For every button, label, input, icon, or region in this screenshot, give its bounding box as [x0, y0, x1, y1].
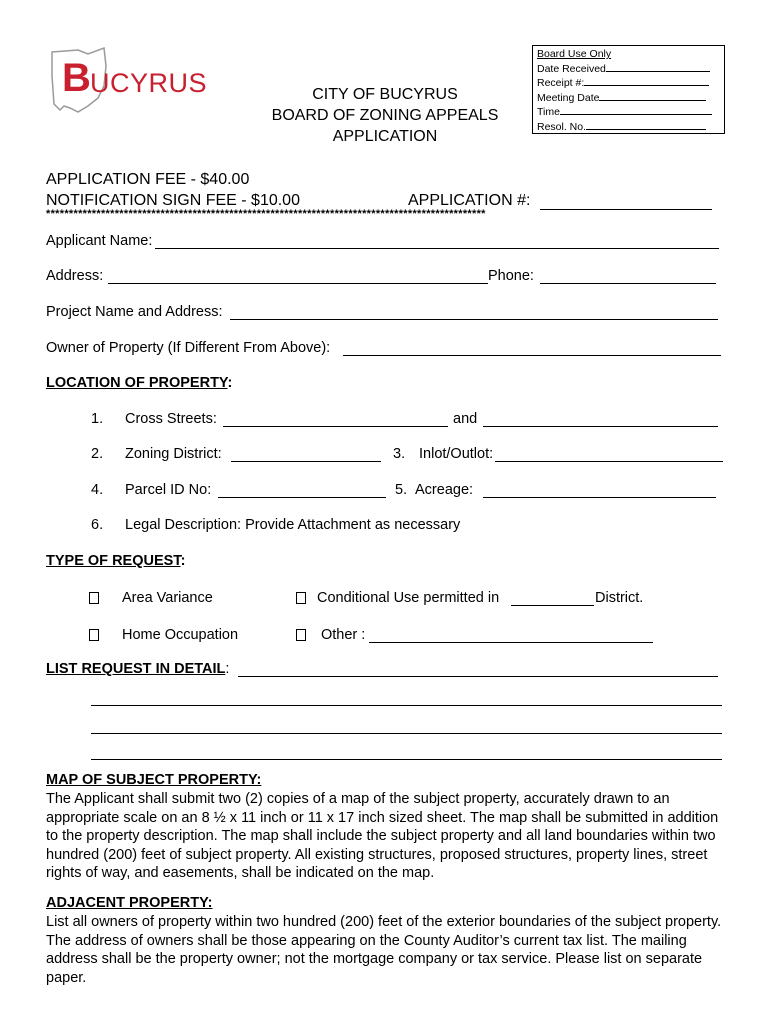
time-label: Time	[537, 106, 560, 118]
title-board: BOARD OF ZONING APPEALS	[271, 107, 499, 124]
application-fee: APPLICATION FEE - $40.00	[46, 171, 250, 188]
inlot-outlot-field[interactable]	[495, 461, 723, 462]
location-heading: LOCATION OF PROPERTY:	[46, 375, 233, 391]
logo-letter-b: B	[62, 56, 91, 100]
cross-street-1-field[interactable]	[223, 426, 448, 427]
applicant-name-field[interactable]	[155, 248, 719, 249]
logo-wordmark: UCYRUS	[90, 68, 208, 98]
adjacent-instructions: List all owners of property within two hundred (200) feet of the exterior boundaries of the subject property. The address of owners shall be those appearing on the County Auditor’s current tax list. The mailing address shall be the property owner; not the mortgage company or tax service. Please list on separate paper.	[46, 914, 722, 986]
home-occupation-label: Home Occupation	[122, 627, 239, 643]
request-detail-line-2[interactable]	[91, 705, 722, 706]
resol-no-label: Resol. No.	[537, 120, 587, 133]
area-variance-checkbox[interactable]	[89, 592, 99, 604]
zoning-district-field[interactable]	[231, 461, 381, 462]
type-of-request-heading: TYPE OF REQUEST:	[46, 553, 186, 569]
project-name-field[interactable]	[230, 319, 718, 320]
request-detail-line-3[interactable]	[91, 733, 722, 734]
item-2-number: 2.	[91, 446, 104, 462]
home-occupation-checkbox[interactable]	[89, 629, 99, 641]
time-field[interactable]	[560, 105, 712, 115]
adjacent-heading: ADJACENT PROPERTY:	[46, 895, 213, 911]
inlot-outlot-label: Inlot/Outlot:	[419, 446, 494, 462]
acreage-label: Acreage:	[415, 482, 474, 498]
bucyrus-logo	[48, 46, 233, 116]
cross-streets-label: Cross Streets:	[125, 411, 217, 427]
area-variance-label: Area Variance	[122, 590, 213, 606]
item-4-number: 4.	[91, 482, 104, 498]
district-label: District.	[595, 590, 644, 606]
other-field[interactable]	[369, 642, 653, 643]
acreage-field[interactable]	[483, 497, 716, 498]
request-detail-line-1[interactable]	[238, 676, 718, 677]
meeting-date-field[interactable]	[599, 91, 706, 101]
cross-streets-and: and	[453, 411, 478, 427]
item-6-number: 6.	[91, 517, 104, 533]
parcel-id-field[interactable]	[218, 497, 386, 498]
title-application: APPLICATION	[332, 128, 438, 145]
receipt-field[interactable]	[584, 76, 709, 86]
date-received-label: Date Received	[537, 62, 606, 75]
item-5-number: 5.	[395, 482, 408, 498]
date-received-field[interactable]	[606, 62, 710, 72]
address-label: Address:	[46, 268, 104, 284]
cross-street-2-field[interactable]	[483, 426, 718, 427]
request-detail-line-4[interactable]	[91, 759, 722, 760]
title-city: CITY OF BUCYRUS	[312, 86, 458, 103]
application-number-label: APPLICATION #:	[408, 192, 531, 209]
board-use-only-heading: Board Use Only	[537, 48, 612, 60]
item-3-number: 3.	[393, 446, 406, 462]
map-instructions: The Applicant shall submit two (2) copies of a map of the subject property, accurately drawn to an appropriate scale on an 8 ½ x 11 inch or 11 x 17 inch sized sheet. The map shall be submitted in addition to the property description. The map shall include the subject property and all land boundaries within two hundred (200) feet of subject property. All existing structures, proposed structures, property lines, street rights of way, and easements, shall be indicated on the map.	[46, 791, 719, 881]
applicant-name-label: Applicant Name:	[46, 233, 153, 249]
conditional-use-district-field[interactable]	[511, 605, 594, 606]
owner-field[interactable]	[343, 355, 721, 356]
list-request-heading: LIST REQUEST IN DETAIL:	[46, 661, 230, 677]
legal-description-label: Legal Description: Provide Attachment as necessary	[125, 517, 461, 533]
owner-label: Owner of Property (If Different From Above):	[46, 340, 331, 356]
resol-no-field[interactable]	[586, 120, 706, 130]
other-label: Other :	[321, 627, 366, 643]
phone-field[interactable]	[540, 283, 716, 284]
receipt-label: Receipt #:	[537, 77, 585, 89]
notification-sign-fee: NOTIFICATION SIGN FEE - $10.00	[46, 192, 300, 209]
separator-stars: ************************************************************************************************	[46, 208, 486, 220]
project-name-label: Project Name and Address:	[46, 304, 223, 320]
parcel-id-label: Parcel ID No:	[125, 482, 212, 498]
other-checkbox[interactable]	[296, 629, 306, 641]
board-use-only-box	[532, 45, 725, 134]
address-field[interactable]	[108, 283, 488, 284]
map-heading: MAP OF SUBJECT PROPERTY:	[46, 772, 262, 788]
item-1-number: 1.	[91, 411, 104, 427]
phone-label: Phone:	[488, 268, 534, 284]
conditional-use-checkbox[interactable]	[296, 592, 306, 604]
meeting-date-label: Meeting Date	[537, 91, 600, 104]
zoning-district-label: Zoning District:	[125, 446, 222, 462]
conditional-use-label: Conditional Use permitted in	[317, 590, 500, 606]
